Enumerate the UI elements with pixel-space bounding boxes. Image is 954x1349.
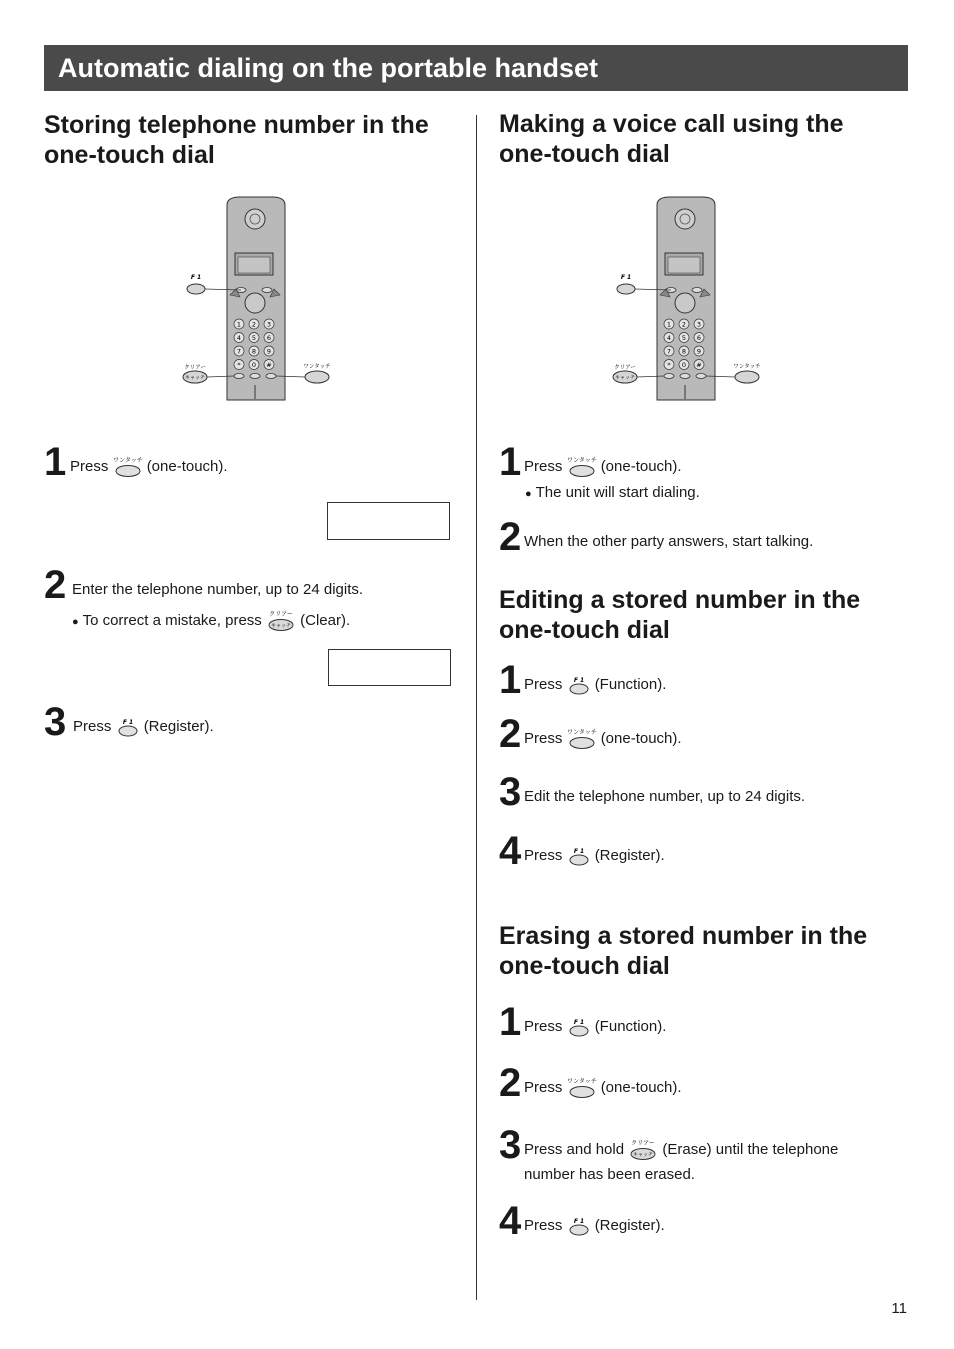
step-text: Press [524, 1018, 563, 1035]
step-1 [44, 440, 464, 484]
svg-text:F 1: F 1 [573, 848, 584, 856]
column-divider [476, 115, 477, 1300]
f1-key-icon [567, 674, 591, 696]
lcd-display-box [327, 502, 450, 540]
title-line: one-touch dial [499, 140, 670, 168]
keypad-key-label: * [667, 361, 671, 369]
svg-text:F 1: F 1 [573, 677, 584, 685]
keypad-key-label: 1 [236, 320, 242, 329]
one-touch-key-icon [567, 728, 597, 750]
step-number: 2 [499, 515, 522, 559]
catch-callout-label: キャッチ [614, 375, 636, 381]
handset-illustration [180, 195, 340, 410]
clear-callout-label: クリアー [184, 365, 206, 371]
title-line: Erasing a stored number in the [499, 922, 868, 950]
page-number: 11 [891, 1300, 907, 1317]
step-3 [44, 700, 464, 744]
svg-text:F 1: F 1 [573, 1218, 584, 1226]
one-touch-key-icon [113, 456, 143, 478]
step-2 [44, 565, 464, 609]
title-line: one-touch dial [499, 952, 670, 980]
keypad-key-label: 7 [236, 347, 242, 356]
svg-text:キャッチ: キャッチ [270, 623, 291, 629]
step-text: Enter the telephone number, up to 24 digits. [72, 581, 364, 598]
keypad-key-label: 4 [666, 334, 672, 342]
section-title-voice-call [499, 109, 844, 169]
bullet-text: (Clear). [300, 611, 351, 629]
step-text: Press [524, 1079, 563, 1096]
step-number: 2 [499, 1061, 522, 1105]
keypad-key-label: 9 [266, 347, 272, 356]
keypad-key-label: 8 [251, 347, 257, 356]
step-text: number has been erased. [524, 1166, 695, 1183]
clear-key-icon [628, 1139, 658, 1161]
handset-illustration [610, 195, 770, 410]
catch-callout-label: キャッチ [184, 375, 206, 381]
step-text: Press [524, 458, 563, 475]
f1-key-icon [567, 1215, 591, 1237]
erase-step-4 [499, 1199, 899, 1243]
step-text: Press [73, 718, 112, 735]
svg-text:キャッチ: キャッチ [633, 1152, 654, 1159]
bullet-text: The unit will start dialing. [535, 484, 700, 501]
step-text: (Function). [594, 1018, 667, 1035]
section-title-editing [499, 585, 860, 645]
step-number: 4 [499, 829, 522, 873]
keypad-key-label: 6 [266, 334, 272, 342]
step-text: (one-touch). [600, 1079, 682, 1096]
title-line: one-touch dial [44, 141, 215, 169]
clear-key-icon [266, 610, 296, 632]
step-text: Press [70, 458, 109, 475]
step-text: Press [524, 847, 563, 864]
one-touch-callout-label: ワンタッチ [733, 364, 761, 370]
edit-step-4 [499, 829, 899, 873]
one-touch-callout-label: ワンタッチ [303, 364, 331, 370]
f1-callout-label: F 1 [620, 274, 632, 281]
svg-text:F 1: F 1 [573, 1019, 584, 1027]
step-text: (Erase) until the telephone [662, 1141, 839, 1158]
step-text: (one-touch). [600, 458, 682, 475]
step-number: 1 [499, 1000, 522, 1044]
one-touch-key-icon [567, 456, 597, 478]
keypad-key-label: 3 [696, 320, 702, 329]
erase-step-2 [499, 1061, 899, 1105]
step-number: 2 [44, 563, 67, 607]
step-text: (Register). [143, 718, 214, 735]
step-number: 2 [499, 712, 522, 756]
step-number: 3 [44, 700, 67, 744]
keypad-key-label: 2 [681, 320, 687, 329]
keypad-key-label: # [266, 361, 272, 369]
keypad-key-label: 5 [681, 334, 687, 342]
keypad-key-label: 0 [681, 361, 687, 369]
f1-callout-label: F 1 [190, 274, 202, 281]
one-touch-key-icon [567, 1077, 597, 1099]
title-line: Making a voice call using the [499, 110, 844, 138]
title-line: Storing telephone number in the [44, 111, 429, 139]
step-number: 4 [499, 1199, 522, 1243]
keypad-key-label: 0 [251, 361, 257, 369]
step-text: Press [524, 1217, 563, 1234]
svg-text:F 1: F 1 [122, 719, 133, 727]
keypad-key-label: 6 [696, 334, 702, 342]
keypad-key-label: 5 [251, 334, 257, 342]
step-text: Press [524, 676, 563, 693]
section-title-erasing [499, 921, 867, 981]
section-title-storing [44, 110, 429, 170]
keypad-key-label: 3 [266, 320, 272, 329]
step-number: 3 [499, 1123, 522, 1167]
keypad-key-label: 1 [666, 320, 672, 329]
step-text: (Register). [594, 1217, 665, 1234]
keypad-key-label: 2 [251, 320, 257, 329]
svg-text:ワンタッチ: ワンタッチ [566, 457, 597, 465]
svg-text:ワンタッチ: ワンタッチ [112, 457, 143, 465]
step-text: (one-touch). [146, 458, 228, 475]
svg-text:クリアー: クリアー [269, 611, 293, 618]
f1-key-icon [116, 716, 140, 738]
svg-text:クリアー: クリアー [631, 1140, 656, 1148]
voice-step-2 [499, 515, 899, 559]
f1-key-icon [567, 845, 591, 867]
step-text: When the other party answers, start talking. [524, 533, 814, 550]
step-text: (Function). [594, 676, 667, 693]
bullet-start-dialing: ● The unit will start dialing. [525, 484, 700, 501]
page-banner-title: Automatic dialing on the portable handset [44, 45, 908, 91]
keypad-key-label: 4 [236, 334, 242, 342]
keypad-key-label: * [237, 361, 241, 369]
edit-step-1 [499, 658, 899, 702]
edit-step-2 [499, 712, 899, 756]
keypad-key-label: 8 [681, 347, 687, 356]
voice-step-1 [499, 440, 899, 484]
title-line: one-touch dial [499, 616, 670, 644]
step-text: Press [524, 730, 563, 747]
svg-text:ワンタッチ: ワンタッチ [566, 729, 597, 737]
step-number: 1 [499, 658, 522, 702]
step-text: (Register). [594, 847, 665, 864]
erase-step-3 [499, 1123, 899, 1183]
bullet-clear: ● To correct a mistake, press クリアー キャッチ (Clear). [72, 610, 350, 632]
step-text: Press and hold [524, 1141, 625, 1158]
clear-callout-label: クリアー [614, 365, 636, 371]
bullet-text: To correct a mistake, press [82, 611, 262, 629]
f1-key-icon [567, 1016, 591, 1038]
step-text: (one-touch). [600, 730, 682, 747]
step-text: Edit the telephone number, up to 24 digits. [524, 788, 806, 805]
step-number: 1 [44, 440, 67, 484]
keypad-key-label: 9 [696, 347, 702, 356]
keypad-key-label: 7 [666, 347, 672, 356]
title-line: Editing a stored number in the [499, 586, 861, 614]
lcd-display-box [328, 649, 451, 686]
svg-text:ワンタッチ: ワンタッチ [566, 1078, 597, 1086]
edit-step-3 [499, 770, 899, 814]
erase-step-1 [499, 1000, 899, 1044]
step-number: 1 [499, 440, 522, 484]
step-number: 3 [499, 770, 522, 814]
keypad-key-label: # [696, 361, 702, 369]
